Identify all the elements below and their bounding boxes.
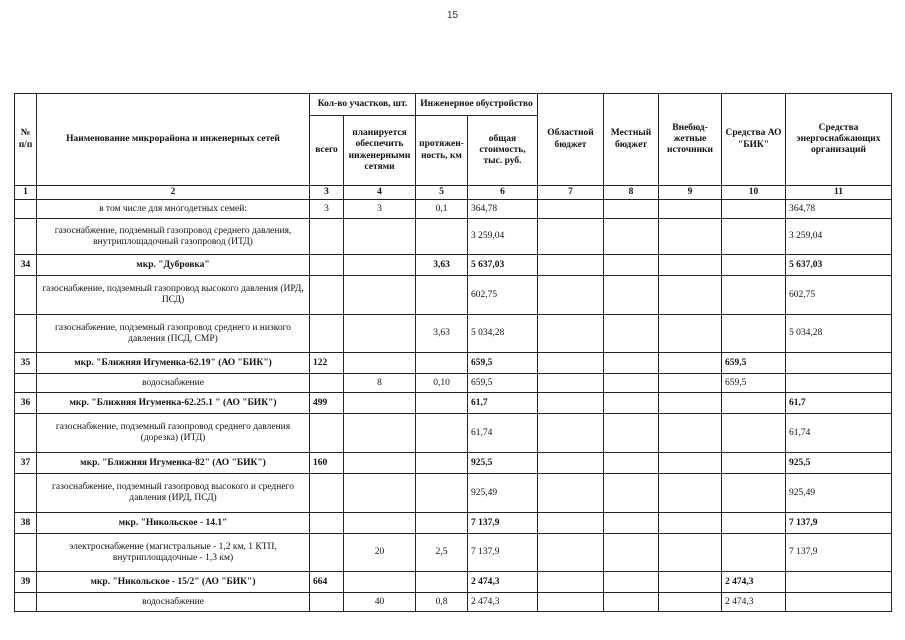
header-num: № п/п — [15, 94, 37, 186]
table-row-district — [15, 393, 892, 414]
cost-cell: 925,49 — [468, 474, 538, 513]
local-budget-cell — [604, 200, 659, 219]
cost-cell: 2 474,3 — [468, 572, 538, 593]
header-extra-budget: Внебюд-жетные источники — [659, 94, 722, 186]
row-name-cell: мкр. "Ближняя Игуменка-62.19" (АО "БИК") — [37, 353, 310, 374]
plots-total-cell — [310, 276, 344, 315]
column-number-row — [15, 186, 892, 200]
extra-budget-cell — [659, 276, 722, 315]
local-budget-cell — [604, 393, 659, 414]
length-cell — [416, 474, 468, 513]
row-number-cell — [15, 374, 37, 393]
column-number: 6 — [468, 186, 538, 200]
extra-budget-cell — [659, 219, 722, 255]
row-number-cell — [15, 474, 37, 513]
bik-funds-cell — [722, 315, 786, 353]
column-number: 9 — [659, 186, 722, 200]
header-length: протяжен-ность, км — [416, 116, 468, 186]
column-number: 10 — [722, 186, 786, 200]
length-cell: 0,10 — [416, 374, 468, 393]
plots-total-cell — [310, 255, 344, 276]
plots-planned-cell — [344, 276, 416, 315]
local-budget-cell — [604, 414, 659, 453]
column-number: 4 — [344, 186, 416, 200]
regional-budget-cell — [538, 572, 604, 593]
row-name-cell: водоснабжение — [37, 593, 310, 612]
plots-total-cell: 3 — [310, 200, 344, 219]
bik-funds-cell — [722, 474, 786, 513]
header-energy-funds: Средства энергоснабжающих организаций — [786, 94, 892, 186]
header-cost: общая стоимость, тыс. руб. — [468, 116, 538, 186]
row-number-cell: 36 — [15, 393, 37, 414]
bik-funds-cell — [722, 219, 786, 255]
energy-funds-cell: 5 637,03 — [786, 255, 892, 276]
regional-budget-cell — [538, 255, 604, 276]
cost-cell: 364,78 — [468, 200, 538, 219]
row-number-cell — [15, 200, 37, 219]
row-name-cell: газоснабжение, подземный газопровод среднего давления (дорезка) (ИТД) — [37, 414, 310, 453]
plots-total-cell — [310, 534, 344, 572]
local-budget-cell — [604, 255, 659, 276]
plots-total-cell: 499 — [310, 393, 344, 414]
regional-budget-cell — [538, 393, 604, 414]
table-row-district — [15, 453, 892, 474]
header-plots-planned: планируется обеспечить инженерными сетями — [344, 116, 416, 186]
length-cell: 2,5 — [416, 534, 468, 572]
bik-funds-cell — [722, 513, 786, 534]
plots-planned-cell: 20 — [344, 534, 416, 572]
energy-funds-cell: 61,74 — [786, 414, 892, 453]
cost-cell: 61,74 — [468, 414, 538, 453]
regional-budget-cell — [538, 513, 604, 534]
regional-budget-cell — [538, 593, 604, 612]
row-name-cell: в том числе для многодетных семей: — [37, 200, 310, 219]
length-cell: 0,1 — [416, 200, 468, 219]
table-row — [15, 276, 892, 315]
bik-funds-cell: 659,5 — [722, 374, 786, 393]
plots-total-cell — [310, 474, 344, 513]
energy-funds-cell: 7 137,9 — [786, 513, 892, 534]
local-budget-cell — [604, 276, 659, 315]
table-row — [15, 534, 892, 572]
row-number-cell: 39 — [15, 572, 37, 593]
regional-budget-cell — [538, 414, 604, 453]
cost-cell: 7 137,9 — [468, 534, 538, 572]
plots-total-cell — [310, 593, 344, 612]
length-cell — [416, 393, 468, 414]
row-name-cell: газоснабжение, подземный газопровод высокого давления (ИРД, ПСД) — [37, 276, 310, 315]
plots-total-cell — [310, 219, 344, 255]
extra-budget-cell — [659, 315, 722, 353]
bik-funds-cell — [722, 276, 786, 315]
cost-cell: 2 474,3 — [468, 593, 538, 612]
energy-funds-cell: 602,75 — [786, 276, 892, 315]
regional-budget-cell — [538, 315, 604, 353]
energy-funds-cell — [786, 353, 892, 374]
local-budget-cell — [604, 453, 659, 474]
table-row — [15, 200, 892, 219]
header-plots-total: всего — [310, 116, 344, 186]
table-row — [15, 219, 892, 255]
row-name-cell: газоснабжение, подземный газопровод среднего давления, внутриплощадочный газопровод (ИТД) — [37, 219, 310, 255]
header-plots-group: Кол-во участков, шт. — [310, 94, 416, 116]
local-budget-cell — [604, 572, 659, 593]
local-budget-cell — [604, 219, 659, 255]
row-number-cell: 37 — [15, 453, 37, 474]
table-row — [15, 315, 892, 353]
cost-cell: 5 637,03 — [468, 255, 538, 276]
table-row-district — [15, 255, 892, 276]
column-number: 3 — [310, 186, 344, 200]
bik-funds-cell — [722, 393, 786, 414]
row-name-cell: мкр. "Ближняя Игуменка-62.25.1 " (АО "БИК") — [37, 393, 310, 414]
plots-planned-cell — [344, 572, 416, 593]
energy-funds-cell — [786, 374, 892, 393]
regional-budget-cell — [538, 453, 604, 474]
local-budget-cell — [604, 353, 659, 374]
regional-budget-cell — [538, 474, 604, 513]
energy-funds-cell: 61,7 — [786, 393, 892, 414]
bik-funds-cell: 2 474,3 — [722, 593, 786, 612]
row-number-cell — [15, 593, 37, 612]
plots-planned-cell — [344, 513, 416, 534]
length-cell — [416, 513, 468, 534]
header-engineering-group: Инженерное обустройство — [416, 94, 538, 116]
bik-funds-cell — [722, 200, 786, 219]
extra-budget-cell — [659, 474, 722, 513]
table-row-district — [15, 353, 892, 374]
extra-budget-cell — [659, 393, 722, 414]
length-cell — [416, 276, 468, 315]
length-cell — [416, 414, 468, 453]
plots-planned-cell: 8 — [344, 374, 416, 393]
row-number-cell — [15, 315, 37, 353]
length-cell: 3,63 — [416, 315, 468, 353]
row-number-cell — [15, 276, 37, 315]
bik-funds-cell: 2 474,3 — [722, 572, 786, 593]
plots-planned-cell — [344, 393, 416, 414]
local-budget-cell — [604, 534, 659, 572]
column-number: 8 — [604, 186, 659, 200]
plots-planned-cell — [344, 453, 416, 474]
row-number-cell — [15, 534, 37, 572]
length-cell — [416, 572, 468, 593]
cost-cell: 925,5 — [468, 453, 538, 474]
plots-total-cell — [310, 315, 344, 353]
plots-planned-cell — [344, 219, 416, 255]
plots-planned-cell — [344, 414, 416, 453]
column-number: 7 — [538, 186, 604, 200]
column-number: 5 — [416, 186, 468, 200]
extra-budget-cell — [659, 353, 722, 374]
cost-cell: 5 034,28 — [468, 315, 538, 353]
column-number: 11 — [786, 186, 892, 200]
plots-total-cell — [310, 414, 344, 453]
table-row-district — [15, 513, 892, 534]
length-cell — [416, 453, 468, 474]
length-cell: 0,8 — [416, 593, 468, 612]
row-number-cell — [15, 219, 37, 255]
row-name-cell: мкр. "Дубровка" — [37, 255, 310, 276]
row-number-cell — [15, 414, 37, 453]
row-name-cell: мкр. "Ближняя Игуменка-82" (АО "БИК") — [37, 453, 310, 474]
table-header — [15, 94, 892, 200]
bik-funds-cell: 659,5 — [722, 353, 786, 374]
financing-table — [14, 93, 892, 612]
extra-budget-cell — [659, 200, 722, 219]
local-budget-cell — [604, 374, 659, 393]
plots-planned-cell — [344, 353, 416, 374]
plots-total-cell: 122 — [310, 353, 344, 374]
extra-budget-cell — [659, 534, 722, 572]
extra-budget-cell — [659, 593, 722, 612]
energy-funds-cell: 3 259,04 — [786, 219, 892, 255]
regional-budget-cell — [538, 353, 604, 374]
length-cell — [416, 353, 468, 374]
local-budget-cell — [604, 315, 659, 353]
header-regional-budget: Областной бюджет — [538, 94, 604, 186]
energy-funds-cell: 7 137,9 — [786, 534, 892, 572]
cost-cell: 61,7 — [468, 393, 538, 414]
extra-budget-cell — [659, 453, 722, 474]
row-number-cell: 34 — [15, 255, 37, 276]
length-cell — [416, 219, 468, 255]
extra-budget-cell — [659, 374, 722, 393]
row-name-cell: электроснабжение (магистральные - 1,2 км, 1 КТП, внутриплощадочные - 1,3 км) — [37, 534, 310, 572]
bik-funds-cell — [722, 453, 786, 474]
plots-total-cell: 664 — [310, 572, 344, 593]
plots-planned-cell — [344, 255, 416, 276]
row-name-cell: мкр. "Никольское - 15/2" (АО "БИК") — [37, 572, 310, 593]
cost-cell: 659,5 — [468, 353, 538, 374]
bik-funds-cell — [722, 414, 786, 453]
table-row — [15, 414, 892, 453]
row-number-cell: 35 — [15, 353, 37, 374]
cost-cell: 602,75 — [468, 276, 538, 315]
plots-planned-cell — [344, 474, 416, 513]
regional-budget-cell — [538, 219, 604, 255]
bik-funds-cell — [722, 534, 786, 572]
local-budget-cell — [604, 474, 659, 513]
plots-planned-cell — [344, 315, 416, 353]
row-name-cell: газоснабжение, подземный газопровод высокого и среднего давления (ИРД, ПСД) — [37, 474, 310, 513]
energy-funds-cell: 925,49 — [786, 474, 892, 513]
local-budget-cell — [604, 593, 659, 612]
energy-funds-cell: 925,5 — [786, 453, 892, 474]
plots-total-cell — [310, 374, 344, 393]
plots-total-cell — [310, 513, 344, 534]
header-name: Наименование микрорайона и инженерных сетей — [37, 94, 310, 186]
page-number: 15 — [446, 10, 459, 21]
regional-budget-cell — [538, 374, 604, 393]
extra-budget-cell — [659, 414, 722, 453]
column-number: 1 — [15, 186, 37, 200]
regional-budget-cell — [538, 200, 604, 219]
plots-total-cell: 160 — [310, 453, 344, 474]
regional-budget-cell — [538, 534, 604, 572]
plots-planned-cell: 40 — [344, 593, 416, 612]
energy-funds-cell: 364,78 — [786, 200, 892, 219]
header-bik-funds: Средства АО "БИК" — [722, 94, 786, 186]
table-row — [15, 374, 892, 393]
table-row-district — [15, 572, 892, 593]
extra-budget-cell — [659, 255, 722, 276]
bik-funds-cell — [722, 255, 786, 276]
energy-funds-cell: 5 034,28 — [786, 315, 892, 353]
row-name-cell: газоснабжение, подземный газопровод среднего и низкого давления (ПСД, СМР) — [37, 315, 310, 353]
extra-budget-cell — [659, 513, 722, 534]
column-number: 2 — [37, 186, 310, 200]
table-body — [15, 200, 892, 612]
extra-budget-cell — [659, 572, 722, 593]
energy-funds-cell — [786, 593, 892, 612]
cost-cell: 7 137,9 — [468, 513, 538, 534]
local-budget-cell — [604, 513, 659, 534]
regional-budget-cell — [538, 276, 604, 315]
length-cell: 3,63 — [416, 255, 468, 276]
plots-planned-cell: 3 — [344, 200, 416, 219]
header-local-budget: Местный бюджет — [604, 94, 659, 186]
table-row — [15, 474, 892, 513]
cost-cell: 659,5 — [468, 374, 538, 393]
row-name-cell: водоснабжение — [37, 374, 310, 393]
row-name-cell: мкр. "Никольское - 14.1" — [37, 513, 310, 534]
row-number-cell: 38 — [15, 513, 37, 534]
table-row — [15, 593, 892, 612]
energy-funds-cell — [786, 572, 892, 593]
cost-cell: 3 259,04 — [468, 219, 538, 255]
